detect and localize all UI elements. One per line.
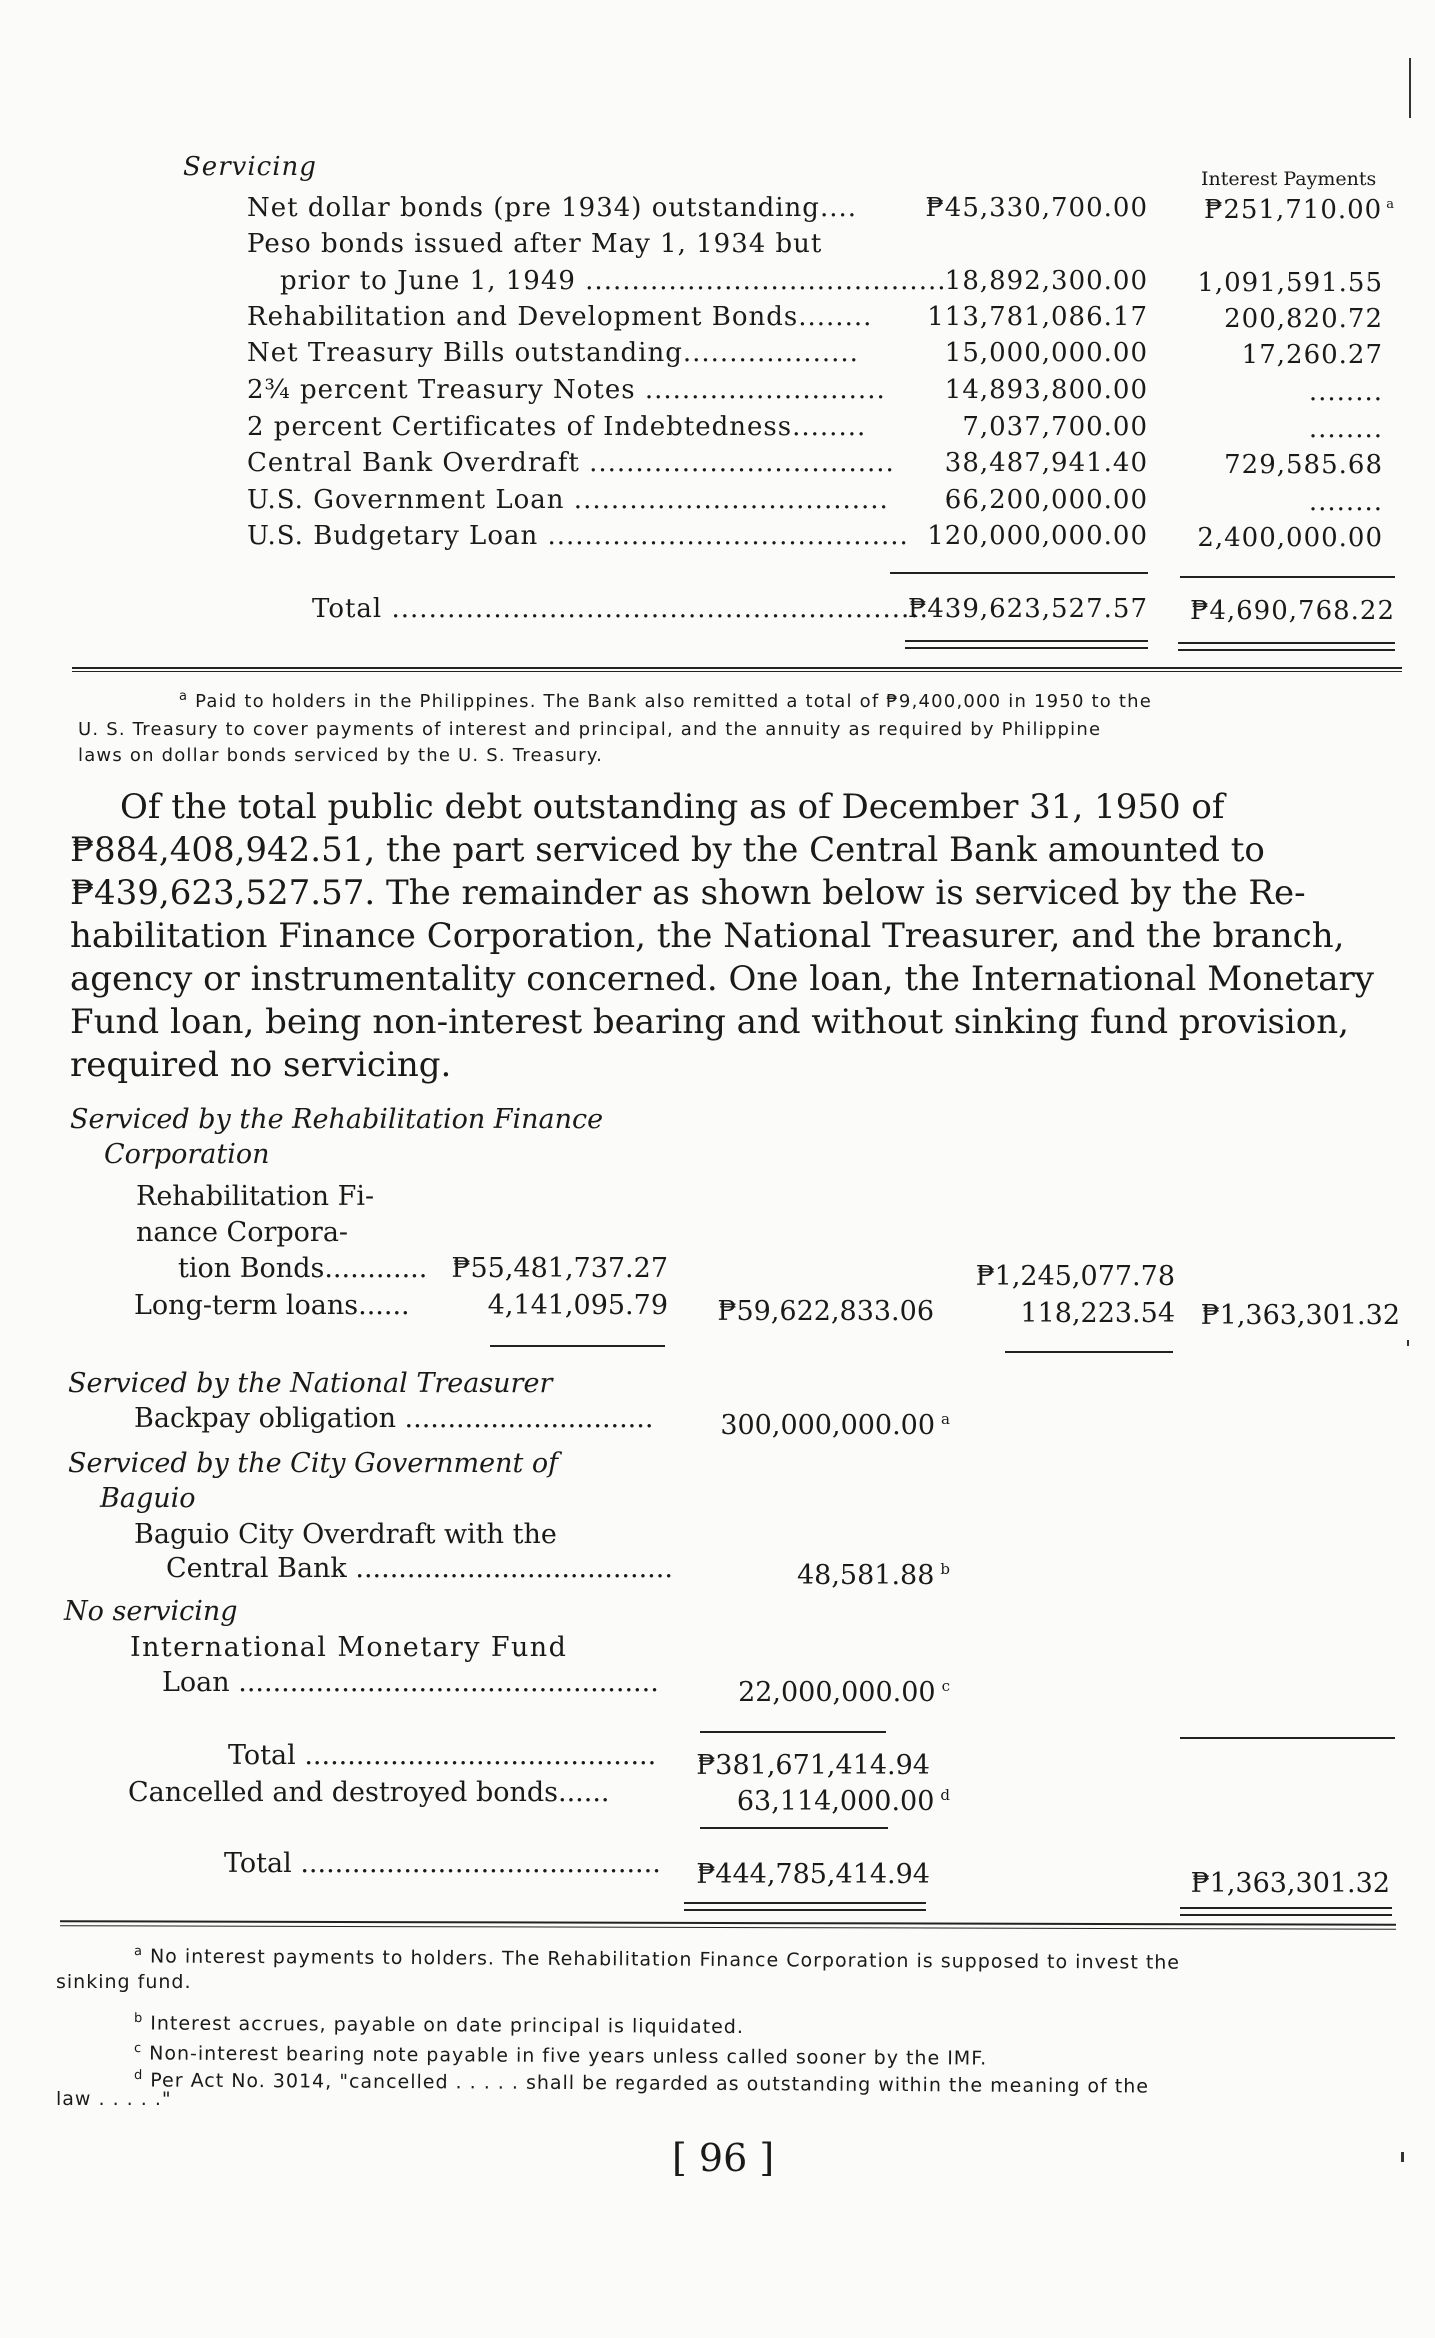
separator-rule <box>72 667 1402 669</box>
rfc-bonds-label-3: tion Bonds............ <box>178 1253 428 1284</box>
backpay-value: 300,000,000.00 <box>720 1410 936 1441</box>
section-label-servicing: Servicing <box>183 152 317 182</box>
footnote-mark: a <box>133 1944 144 1960</box>
page-number: [ 96 ] <box>672 2136 775 2180</box>
row-interest <box>1130 377 1395 407</box>
row-label: Net dollar bonds (pre 1934) outstanding.... <box>247 193 857 223</box>
footnote-mark: d <box>133 2068 144 2084</box>
paragraph-line-7: required no servicing. <box>70 1045 452 1085</box>
footnote-a-line-2: U. S. Treasury to cover payments of interest and principal, and the annuity as required by Philippine <box>78 719 1102 740</box>
footnote-mark: b <box>133 2011 144 2027</box>
footnote-d-bottom-line-2: law . . . . ." <box>56 2088 172 2110</box>
imf-value: 22,000,000.00 <box>738 1677 936 1708</box>
row-amount: ₱45,330,700.00 <box>925 193 1148 223</box>
imf-amount <box>690 1677 950 1708</box>
footnote-mark: a <box>179 689 189 704</box>
footnote-text: Paid to holders in the Philippines. The Bank also remitted a total of ₱9,400,000 in 1950 to the <box>195 691 1153 712</box>
row-label: Peso bonds issued after May 1, 1934 but <box>247 229 823 259</box>
paragraph-line-2: ₱884,408,942.51, the part serviced by the Central Bank amounted to <box>70 830 1265 870</box>
total1-label: Total ......................................... <box>228 1740 657 1771</box>
subtotal-rule <box>490 1345 665 1347</box>
footnote-mark: c <box>941 1677 950 1695</box>
rule <box>890 572 1148 574</box>
row-label: Net Treasury Bills outstanding................... <box>247 338 859 368</box>
row-amount: 38,487,941.40 <box>944 448 1148 478</box>
row-interest-value: 729,585.68 <box>1224 450 1383 480</box>
row-interest <box>1130 414 1395 444</box>
row-interest <box>1130 340 1395 370</box>
row-amount: 7,037,700.00 <box>962 412 1148 442</box>
double-rule <box>905 640 1148 642</box>
row-interest <box>1130 304 1395 334</box>
rfc-bonds-amount: ₱55,481,737.27 <box>451 1253 668 1284</box>
row-interest-value: 17,260.27 <box>1241 340 1383 370</box>
row-label: prior to June 1, 1949 ....................................... <box>280 266 947 296</box>
total2-amount: ₱444,785,414.94 <box>696 1859 930 1890</box>
row-interest-value: 1,091,591.55 <box>1197 268 1383 298</box>
row-label: Central Bank Overdraft ................................. <box>247 448 895 478</box>
baguio-label-2: Central Bank ..................................... <box>166 1553 673 1584</box>
backpay-label: Backpay obligation ............................. <box>134 1403 654 1434</box>
double-rule <box>905 647 1148 649</box>
subtotal-rule <box>1005 1351 1173 1353</box>
footnote-a-bottom-line-1 <box>130 1944 1180 1974</box>
scan-edge-mark <box>1409 58 1411 118</box>
rfc-heading-1: Serviced by the Rehabilitation Finance <box>70 1104 604 1135</box>
footnote-a-line-3: laws on dollar bonds serviced by the U. S. Treasury. <box>78 745 603 766</box>
rfc-bonds-interest: ₱1,245,077.78 <box>975 1261 1175 1292</box>
total-amount: ₱439,623,527.57 <box>907 594 1148 624</box>
row-interest <box>1130 268 1395 298</box>
longterm-interest: 118,223.54 <box>1020 1298 1175 1329</box>
row-amount: 66,200,000.00 <box>944 485 1148 515</box>
row-amount: 113,781,086.17 <box>927 302 1148 332</box>
row-label: U.S. Budgetary Loan ....................................... <box>247 521 909 551</box>
subtotal-rule <box>1180 1737 1395 1739</box>
double-rule <box>1178 642 1395 644</box>
cancelled-label: Cancelled and destroyed bonds...... <box>128 1777 610 1808</box>
total2-label: Total .......................................... <box>224 1848 661 1879</box>
paragraph-line-4: habilitation Finance Corporation, the National Treasurer, and the branch, <box>70 916 1345 956</box>
footnote-text: No interest payments to holders. The Rehabilitation Finance Corporation is supposed to invest the <box>149 1945 1181 1974</box>
footnote-a-bottom-line-2: sinking fund. <box>56 1971 192 1993</box>
total2-interest: ₱1,363,301.32 <box>1190 1868 1390 1899</box>
row-interest-value: ........ <box>1308 377 1383 407</box>
row-label: U.S. Government Loan .................................. <box>247 485 889 515</box>
row-amount: 120,000,000.00 <box>927 521 1148 551</box>
rfc-heading-2: Corporation <box>104 1139 270 1170</box>
footnote-mark: a <box>1386 197 1395 213</box>
row-interest-value: ........ <box>1308 487 1383 517</box>
subtotal-rule <box>700 1731 886 1733</box>
baguio-label-1: Baguio City Overdraft with the <box>134 1519 557 1550</box>
paragraph-line-1: Of the total public debt outstanding as of December 31, 1950 of <box>120 787 1225 827</box>
row-interest-value: 200,820.72 <box>1224 304 1383 334</box>
cancelled-value: 63,114,000.00 <box>736 1786 935 1817</box>
row-interest <box>1130 487 1395 517</box>
imf-label-2: Loan ................................................. <box>162 1667 659 1698</box>
double-rule <box>684 1902 926 1904</box>
footnote-text: Interest accrues, payable on date principal is liquidated. <box>150 2012 744 2039</box>
row-interest <box>1130 523 1395 553</box>
baguio-value: 48,581.88 <box>796 1560 935 1591</box>
row-label: 2 percent Certificates of Indebtedness........ <box>247 412 867 442</box>
row-amount: 14,893,800.00 <box>944 375 1148 405</box>
footnote-text: Per Act No. 3014, "cancelled . . . . . shall be regarded as outstanding within the meaning of the <box>150 2069 1150 2098</box>
rfc-interest-total: ₱1,363,301.32 <box>1200 1300 1400 1331</box>
scan-edge-mark <box>1407 1340 1409 1346</box>
paragraph-line-6: Fund loan, being non-interest bearing and without sinking fund provision, <box>70 1002 1349 1042</box>
separator-rule <box>72 671 1402 672</box>
rfc-bonds-label-1: Rehabilitation Fi- <box>136 1181 375 1212</box>
row-interest <box>1130 450 1395 480</box>
rfc-bonds-label-2: nance Corpora- <box>136 1217 349 1248</box>
double-rule <box>1178 649 1395 651</box>
row-interest <box>1130 195 1395 225</box>
row-amount: 15,000,000.00 <box>944 338 1148 368</box>
double-rule <box>1180 1914 1392 1916</box>
total-label: Total .......................................................... <box>312 594 929 624</box>
footnote-mark: d <box>940 1786 950 1804</box>
noserv-heading: No servicing <box>64 1596 238 1627</box>
longterm-amount: 4,141,095.79 <box>487 1290 668 1321</box>
subtotal-rule <box>700 1827 888 1829</box>
scan-edge-mark <box>1401 2152 1404 2162</box>
footnote-text: Non-interest bearing note payable in five years unless called sooner by the IMF. <box>149 2042 988 2070</box>
cancelled-amount <box>680 1786 950 1817</box>
baguio-heading-1: Serviced by the City Government of <box>68 1448 559 1479</box>
footnote-c-bottom <box>130 2041 987 2070</box>
row-interest-value: ₱251,710.00 <box>1204 195 1383 225</box>
double-rule <box>684 1909 926 1911</box>
paragraph-line-3: ₱439,623,527.57. The remainder as shown below is serviced by the Re- <box>70 873 1306 913</box>
nt-heading: Serviced by the National Treasurer <box>68 1368 553 1399</box>
longterm-label: Long-term loans...... <box>134 1290 410 1321</box>
footnote-mark: b <box>940 1560 950 1578</box>
footnote-mark: a <box>941 1410 950 1428</box>
rfc-subtotal: ₱59,622,833.06 <box>717 1296 934 1327</box>
baguio-amount <box>690 1560 950 1591</box>
total-interest: ₱4,690,768.22 <box>1189 596 1395 626</box>
imf-label-1: International Monetary Fund <box>130 1632 568 1663</box>
paragraph-line-5: agency or instrumentality concerned. One loan, the International Monetary <box>70 959 1374 999</box>
backpay-amount <box>690 1410 950 1441</box>
row-interest-value: ........ <box>1308 414 1383 444</box>
footnote-b-bottom <box>130 2011 744 2038</box>
row-interest-value: 2,400,000.00 <box>1197 523 1383 553</box>
footnote-a-line-1 <box>175 689 1152 712</box>
double-rule <box>1180 1907 1392 1909</box>
row-label: Rehabilitation and Development Bonds........ <box>247 302 873 332</box>
interest-payments-header: Interest Payments <box>1201 168 1377 190</box>
row-amount: 18,892,300.00 <box>944 266 1148 296</box>
separator-rule <box>60 1925 1396 1929</box>
footnote-d-bottom-line-1 <box>130 2068 1149 2098</box>
footnote-mark: c <box>133 2041 143 2057</box>
baguio-heading-2: Baguio <box>100 1483 196 1514</box>
row-label: 2¾ percent Treasury Notes .......................... <box>247 375 886 405</box>
total1-amount: ₱381,671,414.94 <box>696 1750 930 1781</box>
rule <box>1180 576 1395 578</box>
